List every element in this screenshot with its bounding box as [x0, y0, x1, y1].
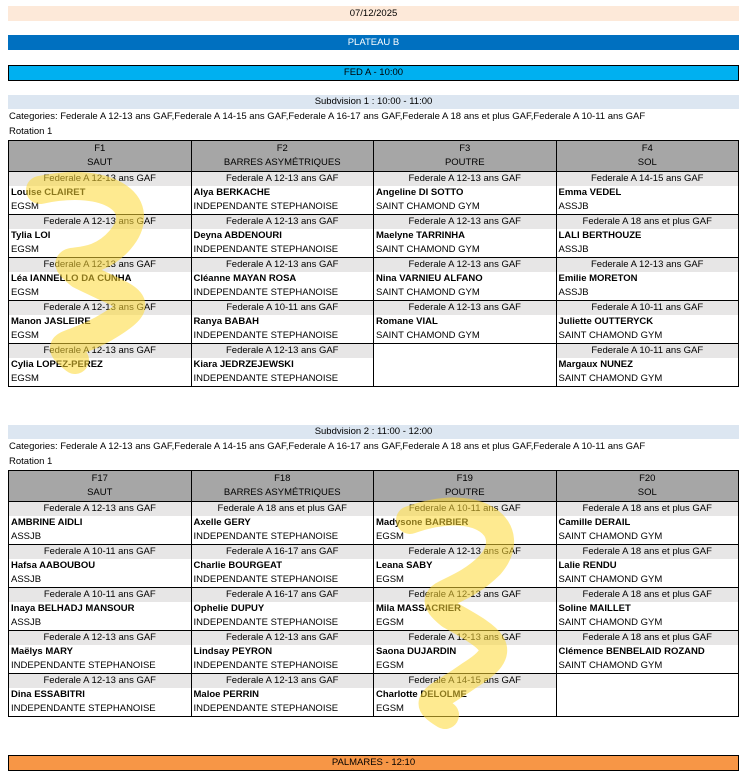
category-cell: Federale A 12-13 ans GAF: [374, 545, 557, 560]
apparatus-name: SAUT: [87, 487, 113, 498]
table-row: [9, 286, 739, 301]
club-name: EGSM: [9, 372, 192, 387]
table-row: [9, 559, 739, 573]
gymnast-name: Charlotte DELOLME: [374, 688, 557, 702]
club-name: INDEPENDANTE STEPHANOISE: [191, 702, 374, 717]
apparatus-header: [374, 141, 557, 172]
category-cell: Federale A 14-15 ans GAF: [556, 172, 739, 187]
gymnast-name: Margaux NUNEZ: [556, 358, 739, 372]
category-cell: Federale A 12-13 ans GAF: [374, 588, 557, 603]
club-name: INDEPENDANTE STEPHANOISE: [191, 243, 374, 258]
gymnast-name: Ophelie DUPUY: [191, 602, 374, 616]
category-cell: Federale A 12-13 ans GAF: [9, 215, 192, 230]
table-row: [9, 272, 739, 286]
gymnast-name: Madysone BARBIER: [374, 516, 557, 530]
gymnast-name: Maloe PERRIN: [191, 688, 374, 702]
category-cell: Federale A 12-13 ans GAF: [556, 258, 739, 273]
subdivision-2-categories: Categories: Federale A 12-13 ans GAF,Federale A 14-15 ans GAF,Federale A 16-17 ans GAF,Federale A 18 ans et plus GAF,Federale A 10-11 ans GAF: [9, 441, 646, 452]
category-cell: Federale A 12-13 ans GAF: [191, 674, 374, 689]
gymnast-name: Dina ESSABITRI: [9, 688, 192, 702]
apparatus-code: F3: [459, 143, 471, 154]
gymnast-name: Léa IANNELLO DA CUNHA: [9, 272, 192, 286]
table-row: [9, 645, 739, 659]
apparatus-header: [374, 471, 557, 502]
category-cell: Federale A 10-11 ans GAF: [556, 301, 739, 316]
subdivision-2-rotation: Rotation 1: [9, 456, 53, 467]
table-row: [9, 329, 739, 344]
table-row: [9, 200, 739, 215]
club-name: INDEPENDANTE STEPHANOISE: [191, 616, 374, 631]
gymnast-name: Juliette OUTTERYCK: [556, 315, 739, 329]
date-banner: 07/12/2025: [8, 6, 739, 21]
category-cell: Federale A 18 ans et plus GAF: [556, 545, 739, 560]
category-cell: Federale A 10-11 ans GAF: [9, 588, 192, 603]
category-cell: Federale A 12-13 ans GAF: [191, 172, 374, 187]
table-row: [9, 258, 739, 273]
table-row: [9, 530, 739, 545]
fed-banner: FED A - 10:00: [8, 65, 739, 81]
club-name: INDEPENDANTE STEPHANOISE: [191, 573, 374, 588]
palmares-banner: PALMARES - 12:10: [8, 755, 739, 771]
apparatus-code: F17: [91, 473, 108, 484]
apparatus-header: [556, 471, 739, 502]
table-row: [9, 545, 739, 560]
apparatus-name: POUTRE: [444, 157, 485, 168]
category-cell: Federale A 12-13 ans GAF: [191, 215, 374, 230]
empty-cell: [556, 674, 739, 717]
apparatus-code: F18: [274, 473, 291, 484]
category-cell: Federale A 10-11 ans GAF: [191, 301, 374, 316]
category-cell: Federale A 10-11 ans GAF: [556, 344, 739, 359]
gymnast-name: Inaya BELHADJ MANSOUR: [9, 602, 192, 616]
club-name: INDEPENDANTE STEPHANOISE: [191, 659, 374, 674]
table-row: [9, 186, 739, 200]
club-name: INDEPENDANTE STEPHANOISE: [9, 659, 192, 674]
category-cell: Federale A 16-17 ans GAF: [191, 545, 374, 560]
apparatus-header: [191, 141, 374, 172]
club-name: SAINT CHAMOND GYM: [556, 659, 739, 674]
apparatus-name: BARRES ASYMÉTRIQUES: [223, 487, 341, 498]
table-row: [9, 516, 739, 530]
gymnast-name: Nina VARNIEU ALFANO: [374, 272, 557, 286]
club-name: SAINT CHAMOND GYM: [556, 573, 739, 588]
gymnast-name: Axelle GERY: [191, 516, 374, 530]
club-name: EGSM: [374, 616, 557, 631]
category-cell: Federale A 18 ans et plus GAF: [556, 502, 739, 517]
subdivision-2-title: Subdvision 2 : 11:00 - 12:00: [8, 425, 739, 439]
club-name: INDEPENDANTE STEPHANOISE: [191, 372, 374, 387]
apparatus-name: SAUT: [87, 157, 113, 168]
gymnast-name: Ranya BABAH: [191, 315, 374, 329]
gymnast-name: Camille DERAIL: [556, 516, 739, 530]
club-name: ASSJB: [9, 573, 192, 588]
category-cell: Federale A 12-13 ans GAF: [9, 631, 192, 646]
category-cell: Federale A 18 ans et plus GAF: [191, 502, 374, 517]
club-name: SAINT CHAMOND GYM: [556, 616, 739, 631]
subdivision-1-table: [8, 140, 739, 387]
category-cell: Federale A 10-11 ans GAF: [9, 545, 192, 560]
club-name: INDEPENDANTE STEPHANOISE: [191, 200, 374, 215]
gymnast-name: Tylia LOI: [9, 229, 192, 243]
club-name: EGSM: [9, 243, 192, 258]
club-name: SAINT CHAMOND GYM: [556, 329, 739, 344]
table-row: [9, 301, 739, 316]
club-name: EGSM: [374, 573, 557, 588]
subdivision-1-rotation: Rotation 1: [9, 126, 53, 137]
subdivision-1-categories: Categories: Federale A 12-13 ans GAF,Federale A 14-15 ans GAF,Federale A 16-17 ans GAF,Federale A 18 ans et plus GAF,Federale A 10-11 ans GAF: [9, 111, 646, 122]
gymnast-name: Romane VIAL: [374, 315, 557, 329]
gymnast-name: Kiara JEDRZEJEWSKI: [191, 358, 374, 372]
gymnast-name: Manon JASLEIRE: [9, 315, 192, 329]
table-row: [9, 172, 739, 187]
category-cell: Federale A 12-13 ans GAF: [9, 301, 192, 316]
category-cell: Federale A 12-13 ans GAF: [9, 674, 192, 689]
table-row: [9, 616, 739, 631]
table-row: [9, 659, 739, 674]
gymnast-name: Maëlys MARY: [9, 645, 192, 659]
subdivision-1-title: Subdvision 1 : 10:00 - 11:00: [8, 95, 739, 109]
apparatus-name: BARRES ASYMÉTRIQUES: [223, 157, 341, 168]
category-cell: Federale A 12-13 ans GAF: [374, 258, 557, 273]
apparatus-header: [9, 471, 192, 502]
club-name: SAINT CHAMOND GYM: [556, 372, 739, 387]
apparatus-code: F20: [639, 473, 656, 484]
apparatus-header: [556, 141, 739, 172]
category-cell: Federale A 12-13 ans GAF: [374, 631, 557, 646]
club-name: INDEPENDANTE STEPHANOISE: [191, 329, 374, 344]
gymnast-name: Saona DUJARDIN: [374, 645, 557, 659]
gymnast-name: Lindsay PEYRON: [191, 645, 374, 659]
apparatus-name: SOL: [637, 487, 657, 498]
category-cell: Federale A 16-17 ans GAF: [191, 588, 374, 603]
category-cell: Federale A 12-13 ans GAF: [191, 258, 374, 273]
club-name: EGSM: [9, 329, 192, 344]
table-row: [9, 588, 739, 603]
table-row: [9, 602, 739, 616]
table-row: [9, 229, 739, 243]
club-name: SAINT CHAMOND GYM: [374, 329, 557, 344]
gymnast-name: Maelyne TARRINHA: [374, 229, 557, 243]
category-cell: Federale A 18 ans et plus GAF: [556, 215, 739, 230]
gymnast-name: Emma VEDEL: [556, 186, 739, 200]
apparatus-code: F4: [641, 143, 653, 154]
table-row: [9, 344, 739, 359]
category-cell: Federale A 12-13 ans GAF: [374, 215, 557, 230]
club-name: EGSM: [9, 200, 192, 215]
club-name: INDEPENDANTE STEPHANOISE: [9, 702, 192, 717]
gymnast-name: LALI BERTHOUZE: [556, 229, 739, 243]
club-name: ASSJB: [9, 616, 192, 631]
club-name: INDEPENDANTE STEPHANOISE: [191, 530, 374, 545]
gymnast-name: Lalie RENDU: [556, 559, 739, 573]
subdivision-2-table: [8, 470, 739, 717]
gymnast-name: Angeline DI SOTTO: [374, 186, 557, 200]
category-cell: Federale A 12-13 ans GAF: [191, 344, 374, 359]
gymnast-name: Clémence BENBELAID ROZAND: [556, 645, 739, 659]
table-row: [9, 215, 739, 230]
apparatus-header: [9, 141, 192, 172]
gymnast-name: Soline MAILLET: [556, 602, 739, 616]
apparatus-code: F1: [94, 143, 106, 154]
table-row: [9, 631, 739, 646]
gymnast-name: Alya BERKACHE: [191, 186, 374, 200]
category-cell: Federale A 14-15 ans GAF: [374, 674, 557, 689]
gymnast-name: AMBRINE AIDLI: [9, 516, 192, 530]
empty-cell: [374, 344, 557, 387]
category-cell: Federale A 10-11 ans GAF: [374, 502, 557, 517]
table-row: [9, 502, 739, 517]
club-name: SAINT CHAMOND GYM: [374, 286, 557, 301]
gymnast-name: Charlie BOURGEAT: [191, 559, 374, 573]
table-row: [9, 243, 739, 258]
category-cell: Federale A 18 ans et plus GAF: [556, 588, 739, 603]
apparatus-header: [191, 471, 374, 502]
gymnast-name: Mila MASSACRIER: [374, 602, 557, 616]
category-cell: Federale A 18 ans et plus GAF: [556, 631, 739, 646]
apparatus-name: POUTRE: [444, 487, 485, 498]
category-cell: Federale A 12-13 ans GAF: [9, 172, 192, 187]
club-name: EGSM: [374, 530, 557, 545]
club-name: EGSM: [374, 659, 557, 674]
category-cell: Federale A 12-13 ans GAF: [9, 502, 192, 517]
gymnast-name: Hafsa AABOUBOU: [9, 559, 192, 573]
category-cell: Federale A 12-13 ans GAF: [191, 631, 374, 646]
category-cell: Federale A 12-13 ans GAF: [374, 301, 557, 316]
gymnast-name: Cléanne MAYAN ROSA: [191, 272, 374, 286]
category-cell: Federale A 12-13 ans GAF: [9, 344, 192, 359]
table-row: [9, 674, 739, 689]
club-name: EGSM: [374, 702, 557, 717]
gymnast-name: Louise CLAIRET: [9, 186, 192, 200]
club-name: SAINT CHAMOND GYM: [374, 200, 557, 215]
apparatus-code: F2: [276, 143, 288, 154]
apparatus-name: SOL: [637, 157, 657, 168]
category-cell: Federale A 12-13 ans GAF: [374, 172, 557, 187]
gymnast-name: Cylia LOPEZ-PEREZ: [9, 358, 192, 372]
club-name: EGSM: [9, 286, 192, 301]
club-name: ASSJB: [9, 530, 192, 545]
apparatus-code: F19: [456, 473, 473, 484]
club-name: ASSJB: [556, 243, 739, 258]
club-name: ASSJB: [556, 200, 739, 215]
club-name: ASSJB: [556, 286, 739, 301]
table-row: [9, 315, 739, 329]
gymnast-name: Emilie MORETON: [556, 272, 739, 286]
gymnast-name: Deyna ABDENOURI: [191, 229, 374, 243]
club-name: SAINT CHAMOND GYM: [374, 243, 557, 258]
category-cell: Federale A 12-13 ans GAF: [9, 258, 192, 273]
table-row: [9, 573, 739, 588]
gymnast-name: Leana SABY: [374, 559, 557, 573]
plateau-banner: PLATEAU B: [8, 35, 739, 50]
club-name: SAINT CHAMOND GYM: [556, 530, 739, 545]
club-name: INDEPENDANTE STEPHANOISE: [191, 286, 374, 301]
